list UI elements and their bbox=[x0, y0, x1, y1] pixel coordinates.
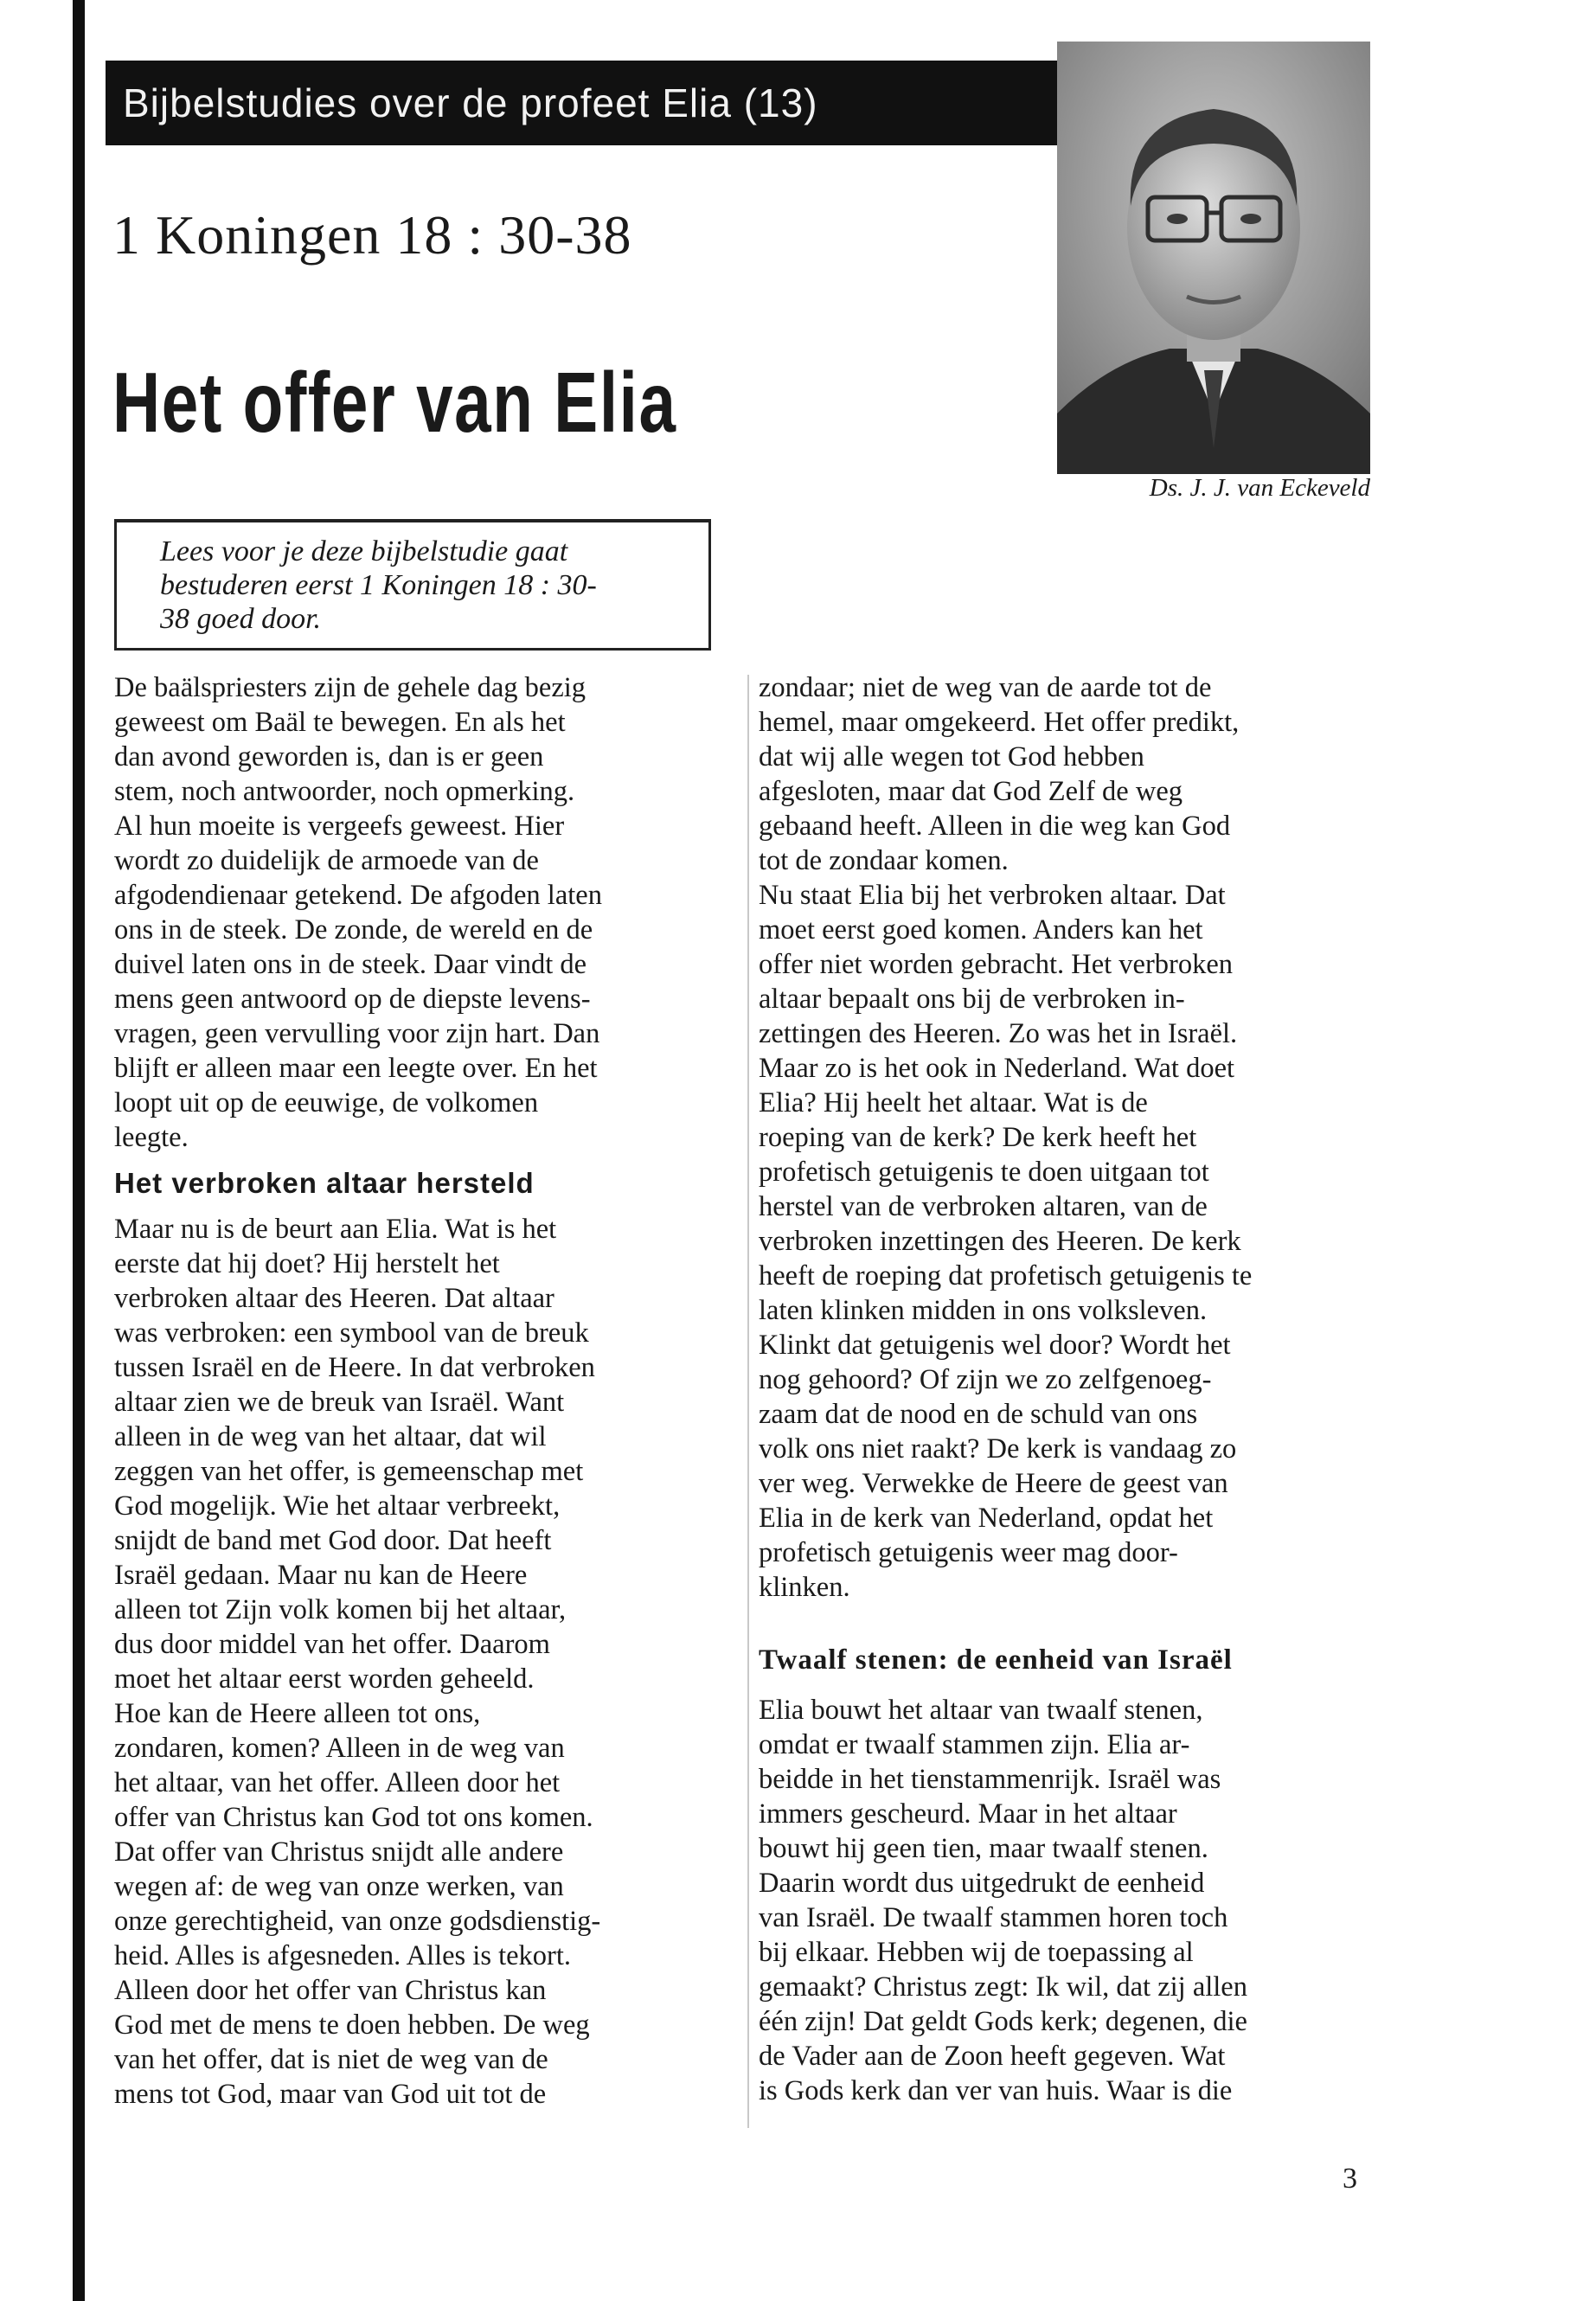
text-line: klinken. bbox=[759, 1572, 850, 1603]
text-line: stem, noch antwoorder, noch opmerking. bbox=[114, 776, 575, 807]
text-line: Hoe kan de Heere alleen tot ons, bbox=[114, 1698, 481, 1729]
text-line: dus door middel van het offer. Daarom bbox=[114, 1629, 550, 1660]
text-line: leegte. bbox=[114, 1122, 189, 1153]
text-line: onze gerechtigheid, van onze godsdienstig- bbox=[114, 1906, 601, 1937]
text-line: de Vader aan de Zoon heeft gegeven. Wat bbox=[759, 2041, 1226, 2072]
text-line: heeft de roeping dat profetisch getuigenis te bbox=[759, 1260, 1253, 1292]
text-line: van Israël. De twaalf stammen horen toch bbox=[759, 1902, 1228, 1933]
text-line: Dat offer van Christus snijdt alle andere bbox=[114, 1836, 564, 1868]
text-line: herstel van de verbroken altaren, van de bbox=[759, 1191, 1208, 1222]
text-line: profetisch getuigenis te doen uitgaan tot bbox=[759, 1157, 1209, 1188]
text-line: duivel laten ons in de steek. Daar vindt de bbox=[114, 949, 587, 980]
text-line: alleen in de weg van het altaar, dat wil bbox=[114, 1421, 547, 1452]
text-line: hemel, maar omgekeerd. Het offer predikt, bbox=[759, 707, 1240, 738]
text-line: verbroken inzettingen des Heeren. De kerk bbox=[759, 1226, 1241, 1257]
text-line: loopt uit op de eeuwige, de volkomen bbox=[114, 1087, 539, 1118]
text-line: Maar nu is de beurt aan Elia. Wat is het bbox=[114, 1214, 557, 1245]
paragraph bbox=[114, 1212, 730, 2112]
text-line: immers gescheurd. Maar in het altaar bbox=[759, 1798, 1177, 1830]
text-line: laten klinken midden in ons volksleven. bbox=[759, 1295, 1208, 1326]
text-line: Elia in de kerk van Nederland, opdat het bbox=[759, 1503, 1214, 1534]
text-line: profetisch getuigenis weer mag door- bbox=[759, 1537, 1178, 1568]
column-divider bbox=[747, 675, 749, 2128]
text-line: Elia? Hij heelt het altaar. Wat is de bbox=[759, 1087, 1148, 1118]
reading-note-box bbox=[114, 519, 711, 651]
text-line: beidde in het tienstammenrijk. Israël was bbox=[759, 1764, 1221, 1795]
text-line: blijft er alleen maar een leegte over. En het bbox=[114, 1053, 598, 1084]
paragraph bbox=[759, 670, 1373, 878]
text-line: zaam dat de nood en de schuld van ons bbox=[759, 1399, 1198, 1430]
text-line: zettingen des Heeren. Zo was het in Israël. bbox=[759, 1018, 1238, 1049]
text-line: vragen, geen vervulling voor zijn hart. Dan bbox=[114, 1018, 600, 1049]
text-line: was verbroken: een symbool van de breuk bbox=[114, 1317, 589, 1349]
text-line: Elia bouwt het altaar van twaalf stenen, bbox=[759, 1695, 1203, 1726]
text-line: volk ons niet raakt? De kerk is vandaag zo bbox=[759, 1433, 1237, 1465]
reading-note-line: bestuderen eerst 1 Koningen 18 : 30- bbox=[160, 569, 597, 601]
text-line: offer van Christus kan God tot ons komen. bbox=[114, 1802, 593, 1833]
text-line: Maar zo is het ook in Nederland. Wat doet bbox=[759, 1053, 1235, 1084]
text-line: ver weg. Verwekke de Heere de geest van bbox=[759, 1468, 1228, 1499]
author-caption: Ds. J. J. van Eckeveld bbox=[1149, 474, 1370, 502]
text-line: altaar bepaalt ons bij de verbroken in- bbox=[759, 984, 1185, 1015]
text-line: moet het altaar eerst worden geheeld. bbox=[114, 1663, 535, 1695]
text-line: gemaakt? Christus zegt: Ik wil, dat zij allen bbox=[759, 1971, 1247, 2003]
section-heading-altaar: Het verbroken altaar hersteld bbox=[114, 1167, 535, 1199]
text-line: ons in de steek. De zonde, de wereld en de bbox=[114, 914, 593, 945]
text-line: bouwt hij geen tien, maar twaalf stenen. bbox=[759, 1833, 1208, 1864]
series-banner: Bijbelstudies over de profeet Elia (13) bbox=[106, 61, 1066, 145]
text-line: gebaand heeft. Alleen in die weg kan God bbox=[759, 811, 1231, 842]
page-spine-bar bbox=[73, 0, 85, 2301]
text-line: is Gods kerk dan ver van huis. Waar is die bbox=[759, 2075, 1233, 2106]
text-line: tussen Israël en de Heere. In dat verbroken bbox=[114, 1352, 595, 1383]
text-line: Nu staat Elia bij het verbroken altaar. Dat bbox=[759, 880, 1226, 911]
text-line: wordt zo duidelijk de armoede van de bbox=[114, 845, 539, 876]
reading-note-line: Lees voor je deze bijbelstudie gaat bbox=[160, 535, 568, 567]
portrait-illustration bbox=[1057, 42, 1370, 474]
text-line: Klinkt dat getuigenis wel door? Wordt het bbox=[759, 1330, 1231, 1361]
text-line: Alleen door het offer van Christus kan bbox=[114, 1975, 547, 2006]
text-line: dan avond geworden is, dan is er geen bbox=[114, 741, 544, 772]
text-line: verbroken altaar des Heeren. Dat altaar bbox=[114, 1283, 554, 1314]
text-line: Israël gedaan. Maar nu kan de Heere bbox=[114, 1560, 528, 1591]
author-portrait bbox=[1057, 42, 1370, 474]
left-column bbox=[114, 670, 730, 2112]
text-line: zondaren, komen? Alleen in de weg van bbox=[114, 1733, 565, 1764]
text-line: mens geen antwoord op de diepste levens- bbox=[114, 984, 591, 1015]
text-line: van het offer, dat is niet de weg van de bbox=[114, 2044, 548, 2075]
text-line: mens tot God, maar van God uit tot de bbox=[114, 2079, 547, 2110]
text-line: Al hun moeite is vergeefs geweest. Hier bbox=[114, 811, 565, 842]
text-line: moet eerst goed komen. Anders kan het bbox=[759, 914, 1203, 945]
text-line: het altaar, van het offer. Alleen door het bbox=[114, 1767, 561, 1798]
text-line: zeggen van het offer, is gemeenschap met bbox=[114, 1456, 584, 1487]
text-line: bij elkaar. Hebben wij de toepassing al bbox=[759, 1937, 1194, 1968]
text-line: Daarin wordt dus uitgedrukt de eenheid bbox=[759, 1868, 1205, 1899]
reading-note-line: 38 goed door. bbox=[160, 603, 322, 635]
text-line: eerste dat hij doet? Hij herstelt het bbox=[114, 1248, 500, 1279]
text-line: nog gehoord? Of zijn we zo zelfgenoeg- bbox=[759, 1364, 1212, 1395]
text-line: één zijn! Dat geldt Gods kerk; degenen, die bbox=[759, 2006, 1247, 2037]
paragraph bbox=[759, 878, 1373, 1605]
text-line: alleen tot Zijn volk komen bij het altaar, bbox=[114, 1594, 567, 1625]
paragraph bbox=[759, 1693, 1373, 2108]
text-line: roeping van de kerk? De kerk heeft het bbox=[759, 1122, 1197, 1153]
article-title: Het offer van Elia bbox=[112, 355, 677, 450]
text-line: De baälspriesters zijn de gehele dag bezig bbox=[114, 672, 586, 703]
text-line: dat wij alle wegen tot God hebben bbox=[759, 741, 1144, 772]
right-column bbox=[759, 670, 1373, 2108]
text-line: afgesloten, maar dat God Zelf de weg bbox=[759, 776, 1183, 807]
scripture-reference: 1 Koningen 18 : 30-38 bbox=[112, 204, 632, 266]
paragraph bbox=[114, 670, 730, 1155]
text-line: wegen af: de weg van onze werken, van bbox=[114, 1871, 564, 1902]
text-line: altaar zien we de breuk van Israël. Want bbox=[114, 1387, 565, 1418]
text-line: zondaar; niet de weg van de aarde tot de bbox=[759, 672, 1212, 703]
text-line: geweest om Baäl te bewegen. En als het bbox=[114, 707, 566, 738]
page-number: 3 bbox=[1343, 2163, 1357, 2195]
text-line: God met de mens te doen hebben. De weg bbox=[114, 2009, 590, 2041]
section-heading-twaalf-stenen: Twaalf stenen: de eenheid van Israël bbox=[759, 1644, 1233, 1676]
text-line: heid. Alles is afgesneden. Alles is tekort. bbox=[114, 1940, 572, 1971]
text-line: tot de zondaar komen. bbox=[759, 845, 1009, 876]
text-line: snijdt de band met God door. Dat heeft bbox=[114, 1525, 552, 1556]
text-line: God mogelijk. Wie het altaar verbreekt, bbox=[114, 1490, 561, 1522]
text-line: offer niet worden gebracht. Het verbroken bbox=[759, 949, 1234, 980]
text-line: omdat er twaalf stammen zijn. Elia ar- bbox=[759, 1729, 1190, 1760]
text-line: afgodendienaar getekend. De afgoden laten bbox=[114, 880, 602, 911]
